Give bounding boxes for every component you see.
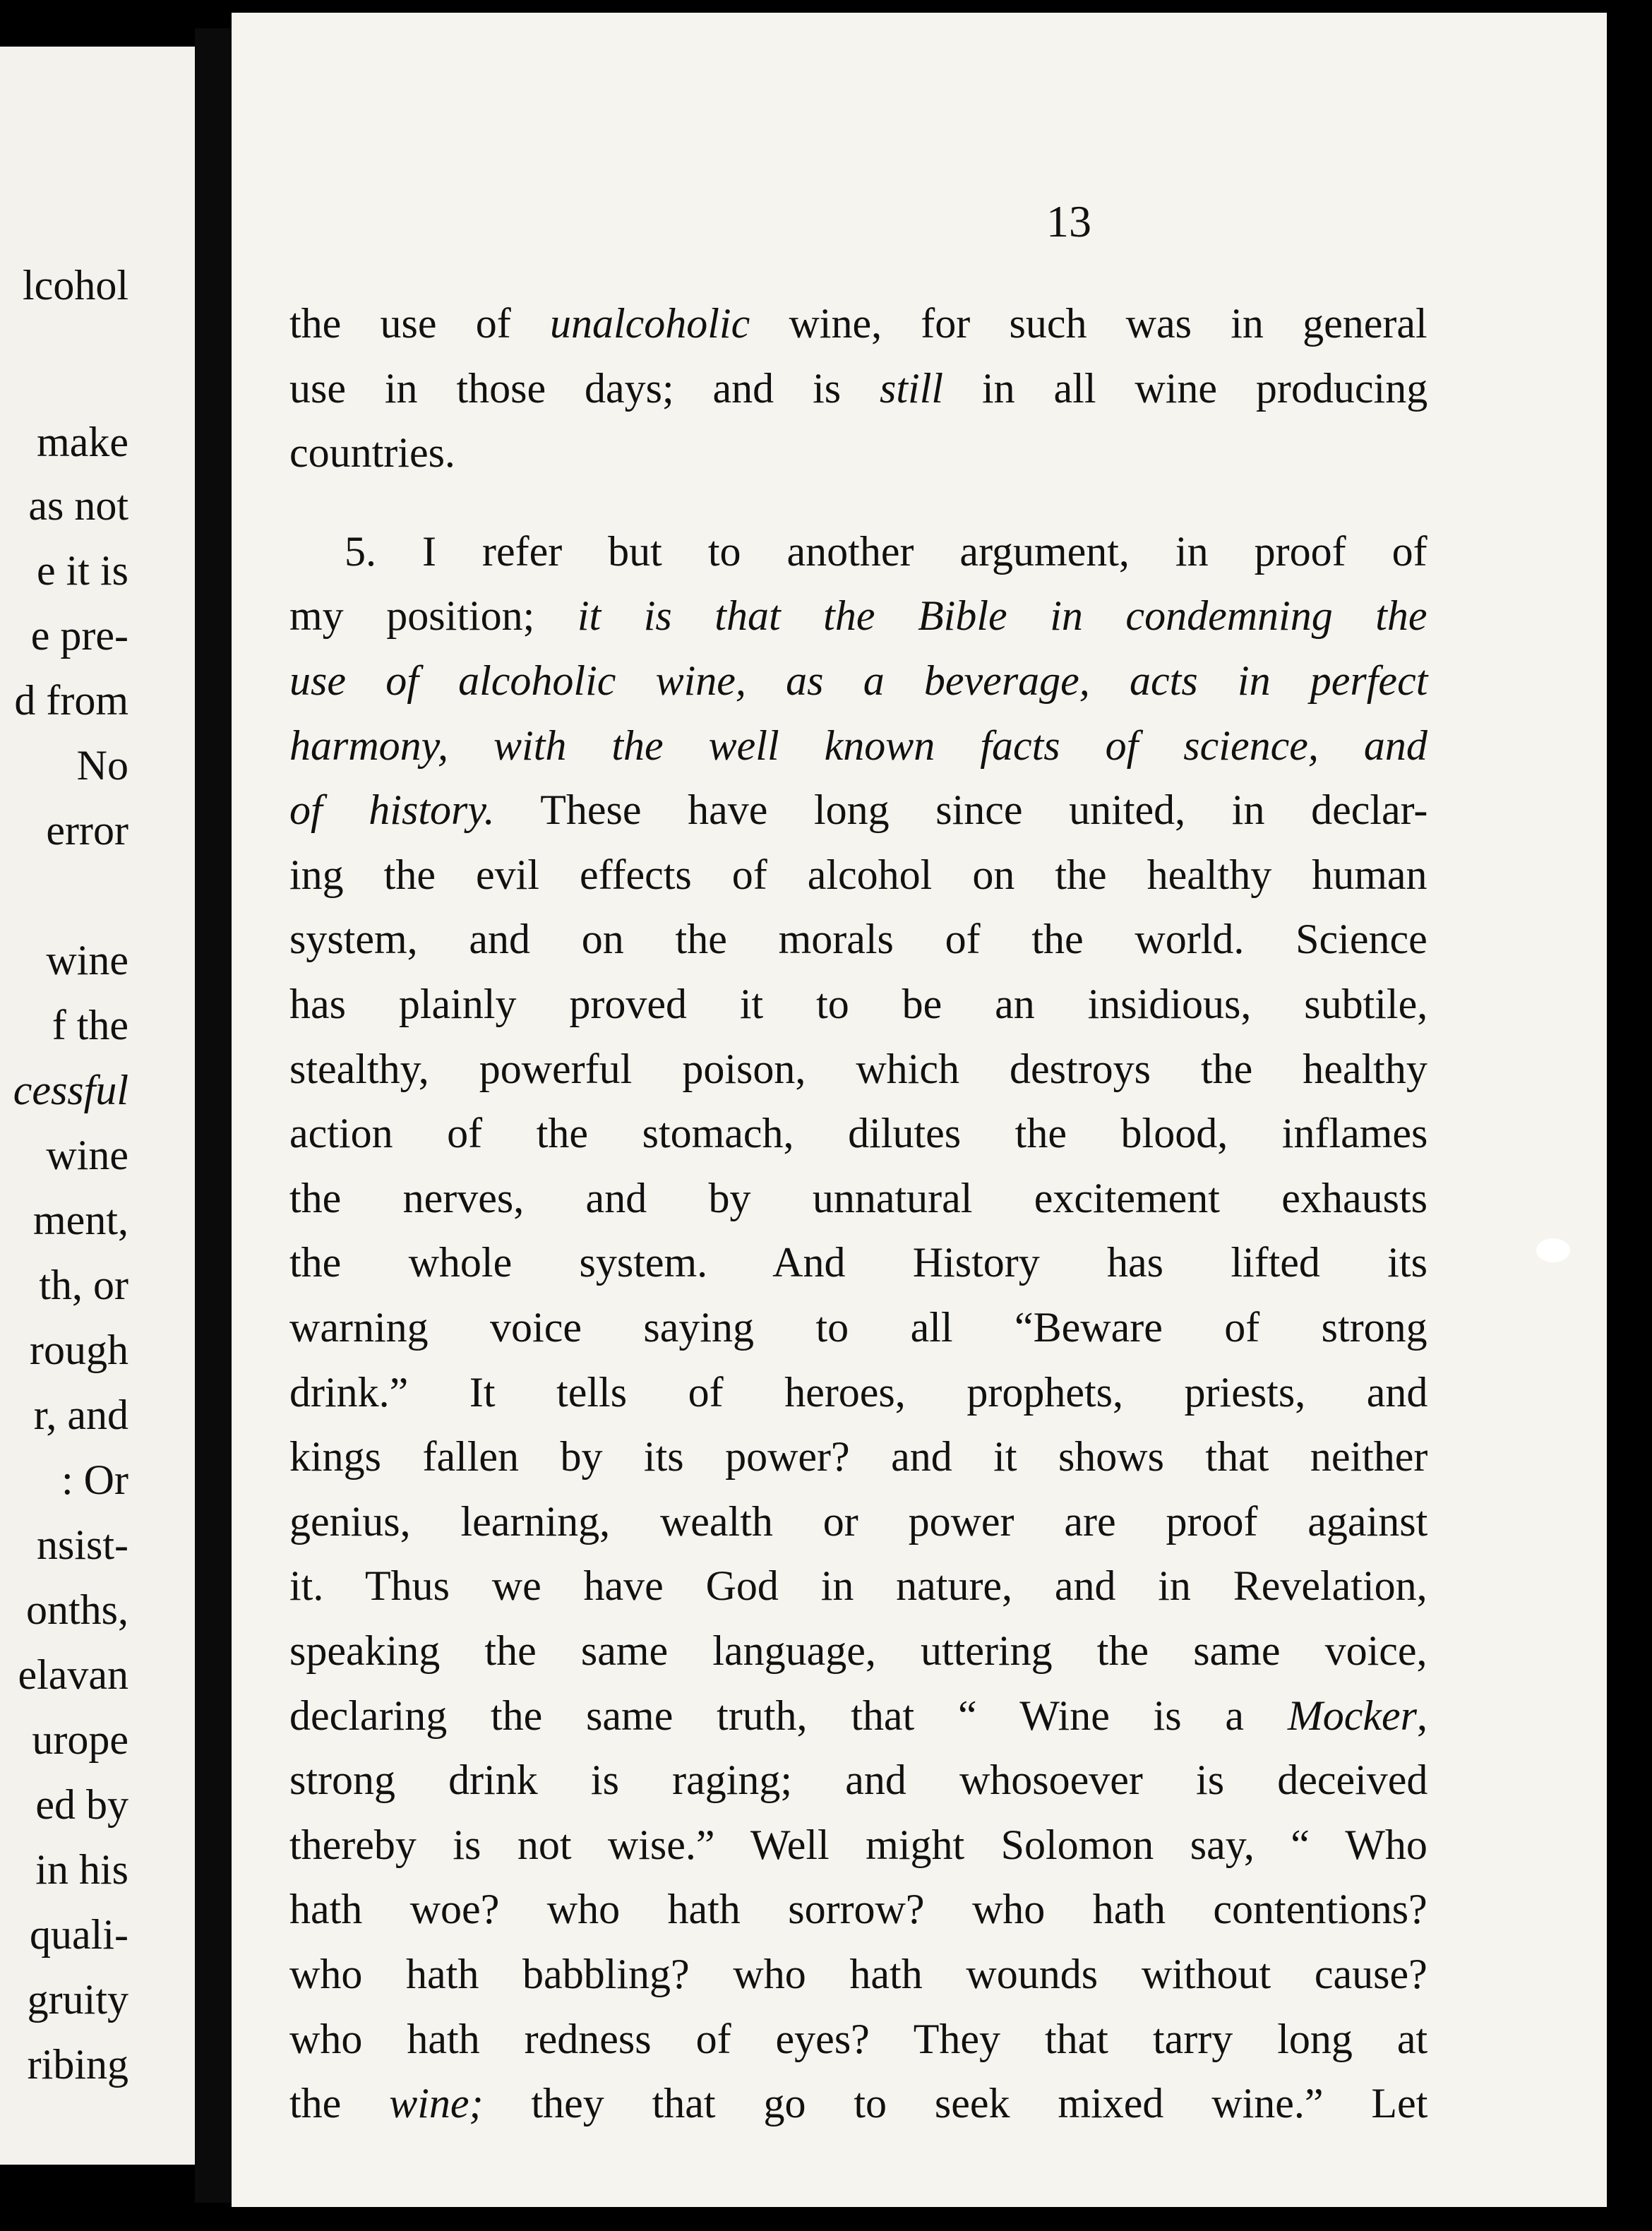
text-line <box>289 1694 1427 1737</box>
left-page-line: make <box>37 419 128 465</box>
text-line <box>289 1435 1427 1478</box>
text-segment: These have long since united, in declar- <box>494 786 1428 833</box>
text-line <box>289 851 1427 898</box>
left-page-line: nsist- <box>36 1521 128 1568</box>
text-line <box>289 1562 1427 1609</box>
text-segment: hath woe? who hath sorrow? who hath contentions? <box>289 1886 1427 1932</box>
left-page-line: error <box>46 807 128 854</box>
left-page-line: onths, <box>25 1586 128 1633</box>
italic-text: harmony, with the well known facts of science, and <box>289 722 1427 769</box>
text-segment: , <box>1417 1692 1428 1739</box>
text-segment: genius, learning, wealth or power are proof against <box>289 1498 1428 1545</box>
text-segment: ing the evil effects of alcohol on the healthy human <box>289 851 1427 898</box>
text-line <box>289 2018 1427 2060</box>
text-line <box>289 431 455 474</box>
left-page-line: : Or <box>61 1457 128 1503</box>
left-page-line: ed by <box>35 1781 128 1828</box>
left-page-line: r, and <box>33 1392 128 1438</box>
text-segment: it. Thus we have God in nature, and in Revelation, <box>289 1562 1427 1609</box>
text-line <box>289 1304 1427 1351</box>
text-segment: thereby is not wise.” Well might Solomon say, “ Who <box>289 1822 1427 1868</box>
text-segment: warning voice saying to all “Beware of strong <box>289 1304 1427 1351</box>
left-page-line: quali- <box>30 1911 128 1958</box>
text-segment: who hath babbling? who hath wounds without cause? <box>289 1951 1427 1997</box>
left-page-line: wine <box>46 937 128 983</box>
left-page-line: wine <box>46 1132 128 1178</box>
text-segment: kings fallen by its power? and it shows that neither <box>289 1433 1428 1480</box>
text-segment: declaring the same truth, that “ Wine is a <box>289 1692 1288 1739</box>
left-page-line: e it is <box>37 547 128 594</box>
italic-text: unalcoholic <box>549 300 750 347</box>
text-segment: the whole system. And History has lifted its <box>289 1239 1427 1286</box>
text-line <box>289 724 1427 767</box>
text-line <box>289 786 1428 833</box>
text-line <box>289 918 1427 960</box>
text-segment: wine, for such was in general <box>750 300 1427 347</box>
text-line <box>289 1369 1428 1416</box>
italic-text: Mocker <box>1287 1692 1418 1739</box>
italic-text: wine; <box>389 2080 484 2127</box>
left-page-line: in his <box>35 1846 128 1893</box>
left-page-fragment <box>0 47 195 2165</box>
text-line <box>289 1048 1427 1090</box>
text-line <box>289 2080 1428 2127</box>
text-segment: drink.” It tells of heroes, prophets, priests, and <box>289 1369 1428 1416</box>
left-page-line: as not <box>28 482 128 529</box>
text-segment: stealthy, powerful poison, which destroys the healthy <box>289 1046 1427 1092</box>
left-page-line: ment, <box>33 1197 128 1243</box>
text-line <box>289 1500 1427 1543</box>
text-line <box>289 365 1428 412</box>
text-segment: who hath redness of eyes? They that tarry long at <box>289 2016 1428 2062</box>
text-line <box>289 1629 1427 1672</box>
left-page-line: e pre- <box>30 612 128 659</box>
text-line <box>289 1953 1427 1995</box>
left-page-line: cessful <box>13 1067 128 1113</box>
text-segment: has plainly proved it to be an insidious, subtile, <box>289 981 1428 1027</box>
text-line <box>345 530 1427 573</box>
left-page-line: f the <box>52 1002 128 1048</box>
left-page-line: lcohol <box>23 262 128 309</box>
text-line <box>289 1888 1427 1930</box>
text-line <box>289 1759 1427 1801</box>
left-page-line: elavan <box>18 1651 128 1698</box>
text-segment: countries. <box>289 429 455 476</box>
text-segment: use in those days; and is <box>289 365 880 412</box>
left-page-line: d from <box>14 677 128 724</box>
text-line <box>289 1241 1427 1284</box>
left-page-line: urope <box>32 1716 128 1763</box>
right-page <box>232 13 1607 2207</box>
text-segment: action of the stomach, dilutes the blood, inflames <box>289 1110 1428 1156</box>
text-segment: the nerves, and by unnatural excitement exhausts <box>289 1175 1427 1221</box>
book-spine <box>195 28 232 2203</box>
left-page-line: ribing <box>27 2041 128 2088</box>
text-segment: my position; <box>289 592 577 639</box>
left-page-line: rough <box>30 1327 128 1373</box>
italic-text: it is that the Bible in condemning the <box>577 592 1427 639</box>
text-line <box>289 1824 1427 1866</box>
text-segment: in all wine producing <box>943 365 1428 412</box>
italic-text: still <box>880 365 944 412</box>
text-line <box>289 302 1427 345</box>
italic-text: use of alcoholic wine, as a beverage, acts in perfect <box>289 657 1428 704</box>
left-page-line: No <box>76 742 128 789</box>
text-segment: strong drink is raging; and whosoever is deceived <box>289 1757 1428 1803</box>
left-page-line: gruity <box>27 1976 128 2023</box>
paper-speck <box>1536 1238 1570 1262</box>
italic-text: of history. <box>289 786 495 833</box>
text-line <box>289 659 1427 702</box>
text-line <box>289 1177 1427 1219</box>
text-segment: speaking the same language, uttering the same voice, <box>289 1627 1427 1674</box>
text-line <box>289 594 1427 637</box>
text-segment: the <box>289 2080 390 2127</box>
text-segment: they that go to seek mixed wine.” Let <box>483 2080 1428 2127</box>
text-segment: the use of <box>289 300 550 347</box>
text-segment: system, and on the morals of the world. Science <box>289 916 1427 962</box>
page-number: 13 <box>1046 196 1091 246</box>
left-page-line: th, or <box>39 1262 128 1308</box>
text-line <box>289 983 1427 1025</box>
text-segment: 5. I refer but to another argument, in proof of <box>345 528 1427 575</box>
text-line <box>289 1112 1427 1154</box>
